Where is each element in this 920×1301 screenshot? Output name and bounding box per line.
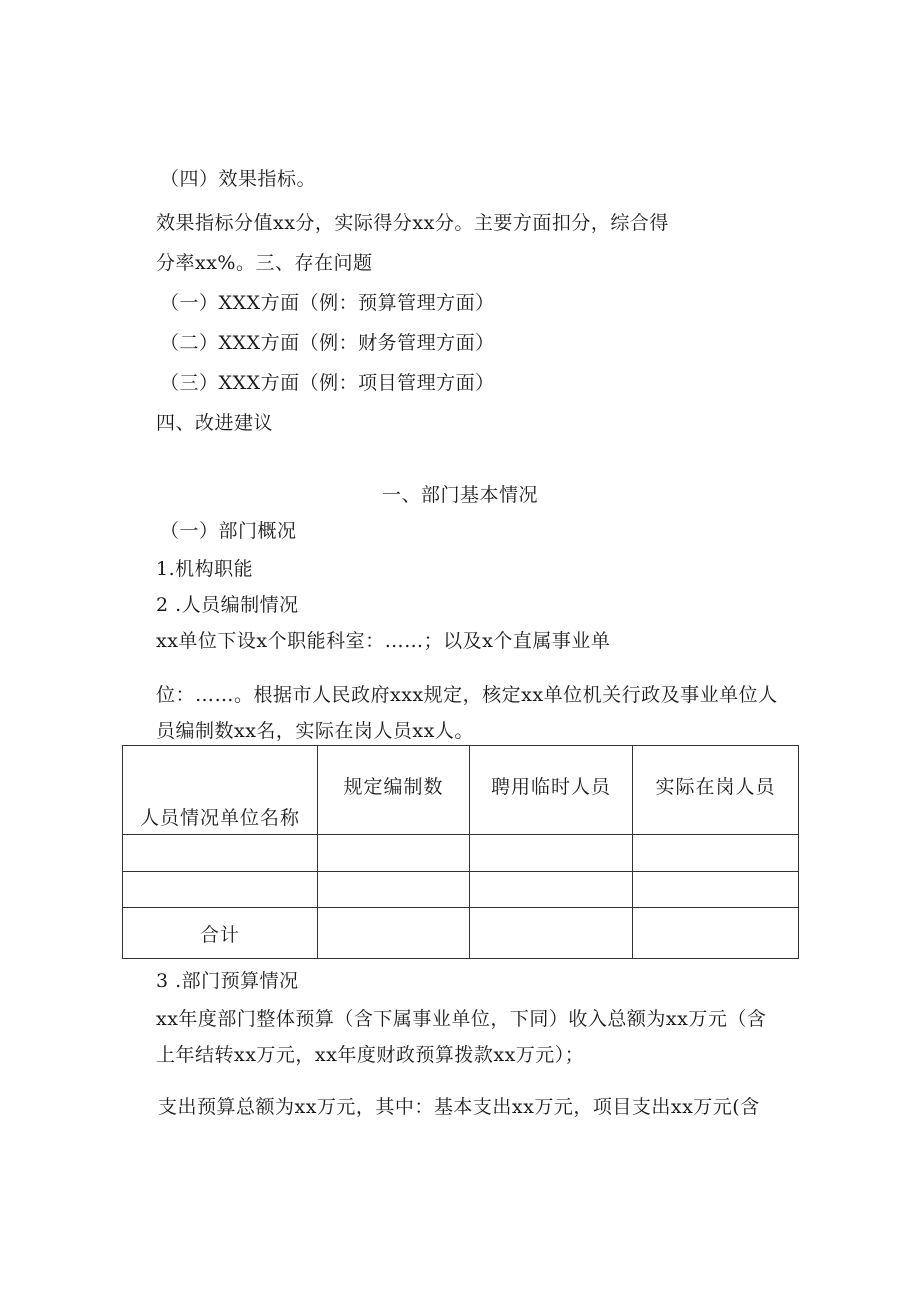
heading-effect-indicators: （四）效果指标。 [160,168,317,190]
table-cell [318,835,470,872]
heading-staffing: 2 .人员编制情况 [156,594,299,616]
table-total-label: 合计 [123,908,318,959]
table-cell [633,835,799,872]
table-cell [470,908,633,959]
col-header-authorized: 规定编制数 [318,746,470,835]
col-header-on-duty: 实际在岗人员 [633,746,799,835]
col-header-temporary: 聘用临时人员 [470,746,633,835]
table-row [123,835,799,872]
paragraph-budget-2: 上年结转xx万元，xx年度财政预算拨款xx万元）； [156,1044,585,1066]
paragraph-staffing-2: 位：……。根据市人民政府xxx规定，核定xx单位机关行政及事业单位人 [156,684,778,706]
table-row [123,872,799,908]
paragraph-staffing-3: 员编制数xx名，实际在岗人员xx人。 [156,720,474,742]
section-title-dept-basic-info: 一、部门基本情况 [381,484,538,506]
heading-org-functions: 1.机构职能 [156,558,254,580]
table-cell [123,835,318,872]
paragraph-score-continued: 分率xx%。三、存在问题 [156,252,373,274]
table-cell [318,872,470,908]
table-total-row [123,908,799,959]
issue-item-2: （二）XXX方面（例：财务管理方面） [160,332,495,354]
paragraph-score: 效果指标分值xx分，实际得分xx分。主要方面扣分，综合得 [156,212,669,234]
heading-improvement-suggestions: 四、改进建议 [156,412,274,434]
heading-dept-overview: （一）部门概况 [160,520,297,542]
table-cell [318,908,470,959]
table-cell [470,872,633,908]
paragraph-staffing-1: xx单位下设x个职能科室：……；以及x个直属事业单 [156,630,611,652]
table-cell [633,872,799,908]
staffing-table [122,745,799,959]
table-cell [470,835,633,872]
paragraph-budget-3: 支出预算总额为xx万元，其中：基本支出xx万元，项目支出xx万元(含 [158,1096,760,1118]
issue-item-1: （一）XXX方面（例：预算管理方面） [160,292,495,314]
heading-dept-budget: 3 .部门预算情况 [156,970,299,992]
table-cell [123,872,318,908]
issue-item-3: （三）XXX方面（例：项目管理方面） [160,372,495,394]
table-cell [633,908,799,959]
table-corner-header: 人员情况单位名称 [123,746,318,835]
paragraph-budget-1: xx年度部门整体预算（含下属事业单位，下同）收入总额为xx万元（含 [156,1008,767,1030]
table-header-row [123,746,799,835]
